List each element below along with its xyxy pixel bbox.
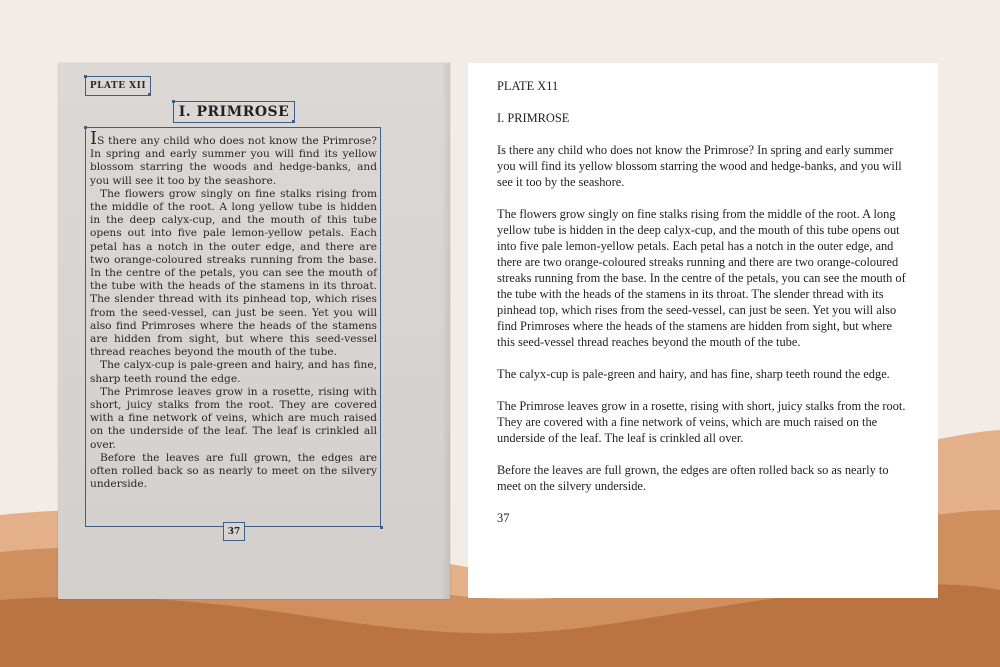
page-edge-shadow [442, 63, 450, 599]
bbox-corner-marker [148, 93, 151, 96]
bbox-corner-marker [292, 120, 295, 123]
transcript-paragraph: The Primrose leaves grow in a rosette, rising with short, juicy stalks from the root. They are covered with a fine network of veins, which are much raised on the underside of the leaf. The leaf is crinkled all over. [497, 399, 906, 445]
scan-page-number: 37 [223, 522, 245, 541]
transcript-paragraph: The calyx-cup is pale-green and hairy, and has fine, sharp teeth round the edge. [497, 367, 890, 381]
scan-paragraph: The flowers grow singly on fine stalks rising from the middle of the root. A long yellow tube is hidden in the deep calyx-cup, and the mouth of this tube opens out into five pale lemon-yellow petals. Each petal has a notch in the outer edge, and there are two orange-coloured streaks running from the base. In the centre of the petals, you can see the mouth of the tube with the heads of the stamens in its throat. The slender thread with its pinhead top, which rises from the seed-vessel, can just be seen. Yet you will also find Primroses where the heads of the stamens are hidden from sight, but where this seed-vessel thread reaches beyond the mouth of the tube. [90, 187, 377, 359]
bbox-corner-marker [84, 75, 87, 78]
transcription-panel [468, 63, 938, 598]
scan-title: I. PRIMROSE [173, 101, 295, 123]
transcript-page-number: 37 [497, 511, 510, 525]
scan-paragraph: The Primrose leaves grow in a rosette, rising with short, juicy stalks from the root. They are covered with a fine network of veins, which are much raised on the underside of the leaf. The leaf is crinkled all over. [90, 385, 377, 451]
bbox-corner-marker [380, 526, 383, 529]
bbox-corner-marker [172, 100, 175, 103]
scan-text-block [85, 127, 381, 527]
transcript-paragraph: Is there any child who does not know the Primrose? In spring and early summer you will find its yellow blossom starring the wood and hedge-banks, and you will see it too by the seashore. [497, 143, 902, 189]
transcript-paragraph: Before the leaves are full grown, the edges are often rolled back so as nearly to meet on the silvery underside. [497, 463, 889, 493]
bbox-corner-marker [84, 126, 87, 129]
transcript-paragraph: The flowers grow singly on fine stalks rising from the middle of the root. A long yellow tube is hidden in the deep calyx-cup, and the mouth of this tube opens out into five pale lemon-yellow petals. Each petal has a notch in the outer edge, and there are two orange-coloured streaks running and there are two orange-coloured streaks running from the base. In the centre of the petals, you can see the mouth of the tube with the heads of the stamens in its throat. The slender thread with its pinhead top, which rises from the seed-vessel, can just be seen. Yet you will also find Primroses where the heads of the stamens are hidden from sight, but where this seed-vessel thread reaches beyond the mouth of the tube. [497, 207, 906, 349]
transcript-title: I. PRIMROSE [497, 111, 570, 125]
scan-plate-label: PLATE XII [85, 76, 151, 96]
scan-paragraph: The calyx-cup is pale-green and hairy, and has fine, sharp teeth round the edge. [90, 359, 377, 385]
transcript-plate-label: PLATE X11 [497, 79, 559, 93]
scan-paragraph: IS there any child who does not know the Primrose? In spring and early summer you will find its yellow blossom starring the woods and hedge-banks, and you will see it too by the seashore. [90, 128, 377, 187]
scan-paragraph: Before the leaves are full grown, the edges are often rolled back so as nearly to meet on the silvery underside. [90, 451, 377, 491]
scanned-page [58, 63, 450, 599]
